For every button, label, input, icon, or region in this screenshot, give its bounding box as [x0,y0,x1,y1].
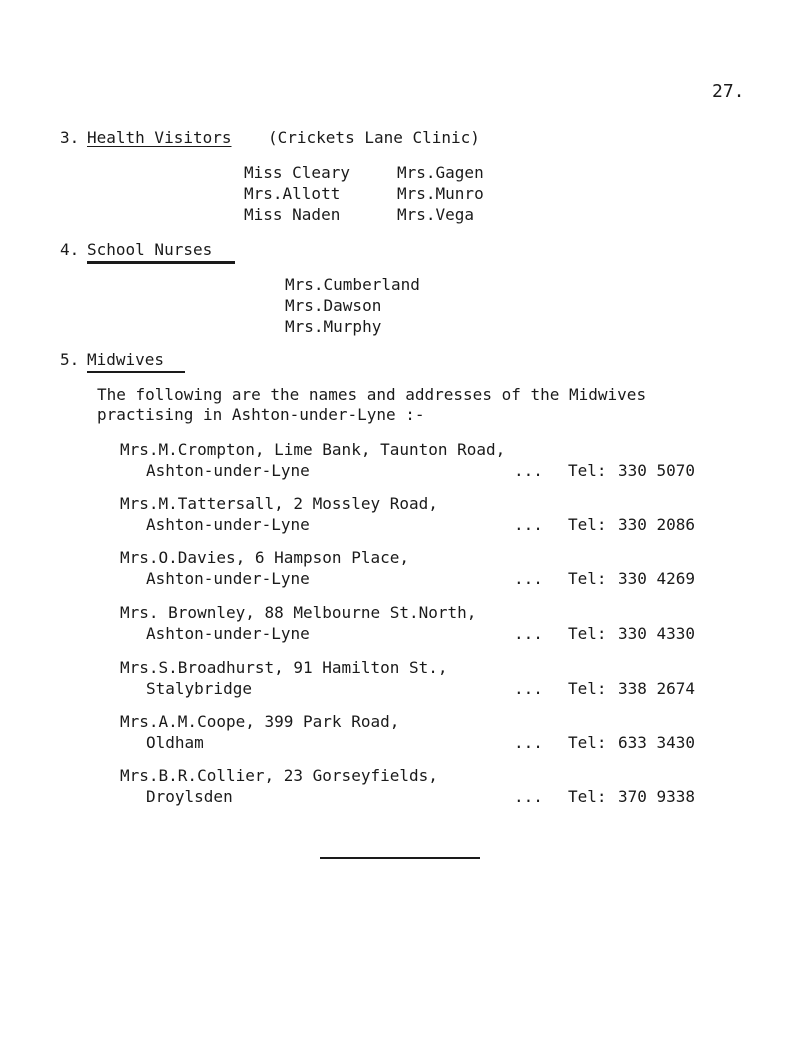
section-heading: School Nurses [87,240,213,259]
leader-dots: ... [514,733,543,752]
midwife-name-address: Mrs.O.Davies, 6 Hampson Place, [120,548,409,567]
leader-dots: ... [514,515,543,534]
leader-dots: ... [514,624,543,643]
tel-number: 330 4269 [618,569,696,588]
health-visitor-name: Mrs.Munro [397,184,484,203]
tel-label: Tel: [568,624,607,643]
section-number: 5. [60,350,80,369]
midwives-intro: practising in Ashton-under-Lyne :- [97,405,425,424]
health-visitor-name: Mrs.Allott [244,184,341,203]
tel-number: 370 9338 [618,787,696,806]
health-visitor-name: Mrs.Gagen [397,163,484,182]
end-rule [320,857,480,859]
leader-dots: ... [514,461,543,480]
leader-dots: ... [514,679,543,698]
midwife-town: Ashton-under-Lyne [146,624,310,643]
midwife-name-address: Mrs.S.Broadhurst, 91 Hamilton St., [120,658,448,677]
midwives-intro: The following are the names and addresses of the Midwives [97,385,647,404]
midwife-town: Ashton-under-Lyne [146,461,310,480]
heading-underline [87,261,235,264]
page-number: 27. [712,81,745,102]
tel-number: 330 5070 [618,461,696,480]
tel-label: Tel: [568,733,607,752]
tel-label: Tel: [568,461,607,480]
midwife-town: Oldham [146,733,204,752]
school-nurse-name: Mrs.Murphy [285,317,382,336]
tel-number: 633 3430 [618,733,696,752]
tel-label: Tel: [568,787,607,806]
tel-number: 330 2086 [618,515,696,534]
section-number: 3. [60,128,80,147]
tel-number: 330 4330 [618,624,696,643]
midwife-town: Droylsden [146,787,233,806]
midwife-name-address: Mrs.A.M.Coope, 399 Park Road, [120,712,400,731]
health-visitor-name: Mrs.Vega [397,205,475,224]
midwife-town: Ashton-under-Lyne [146,515,310,534]
midwife-name-address: Mrs. Brownley, 88 Melbourne St.North, [120,603,477,622]
leader-dots: ... [514,569,543,588]
section-number: 4. [60,240,80,259]
school-nurse-name: Mrs.Cumberland [285,275,420,294]
midwife-town: Stalybridge [146,679,252,698]
section-heading: Health Visitors [87,128,232,147]
tel-label: Tel: [568,569,607,588]
section-heading: Midwives [87,350,165,369]
midwife-name-address: Mrs.M.Tattersall, 2 Mossley Road, [120,494,438,513]
leader-dots: ... [514,787,543,806]
school-nurse-name: Mrs.Dawson [285,296,382,315]
tel-label: Tel: [568,679,607,698]
tel-number: 338 2674 [618,679,696,698]
midwife-town: Ashton-under-Lyne [146,569,310,588]
midwife-name-address: Mrs.M.Crompton, Lime Bank, Taunton Road, [120,440,506,459]
health-visitor-name: Miss Naden [244,205,341,224]
health-visitor-name: Miss Cleary [244,163,350,182]
section-subheading: (Crickets Lane Clinic) [268,128,480,147]
heading-underline [87,371,185,373]
midwife-name-address: Mrs.B.R.Collier, 23 Gorseyfields, [120,766,438,785]
tel-label: Tel: [568,515,607,534]
